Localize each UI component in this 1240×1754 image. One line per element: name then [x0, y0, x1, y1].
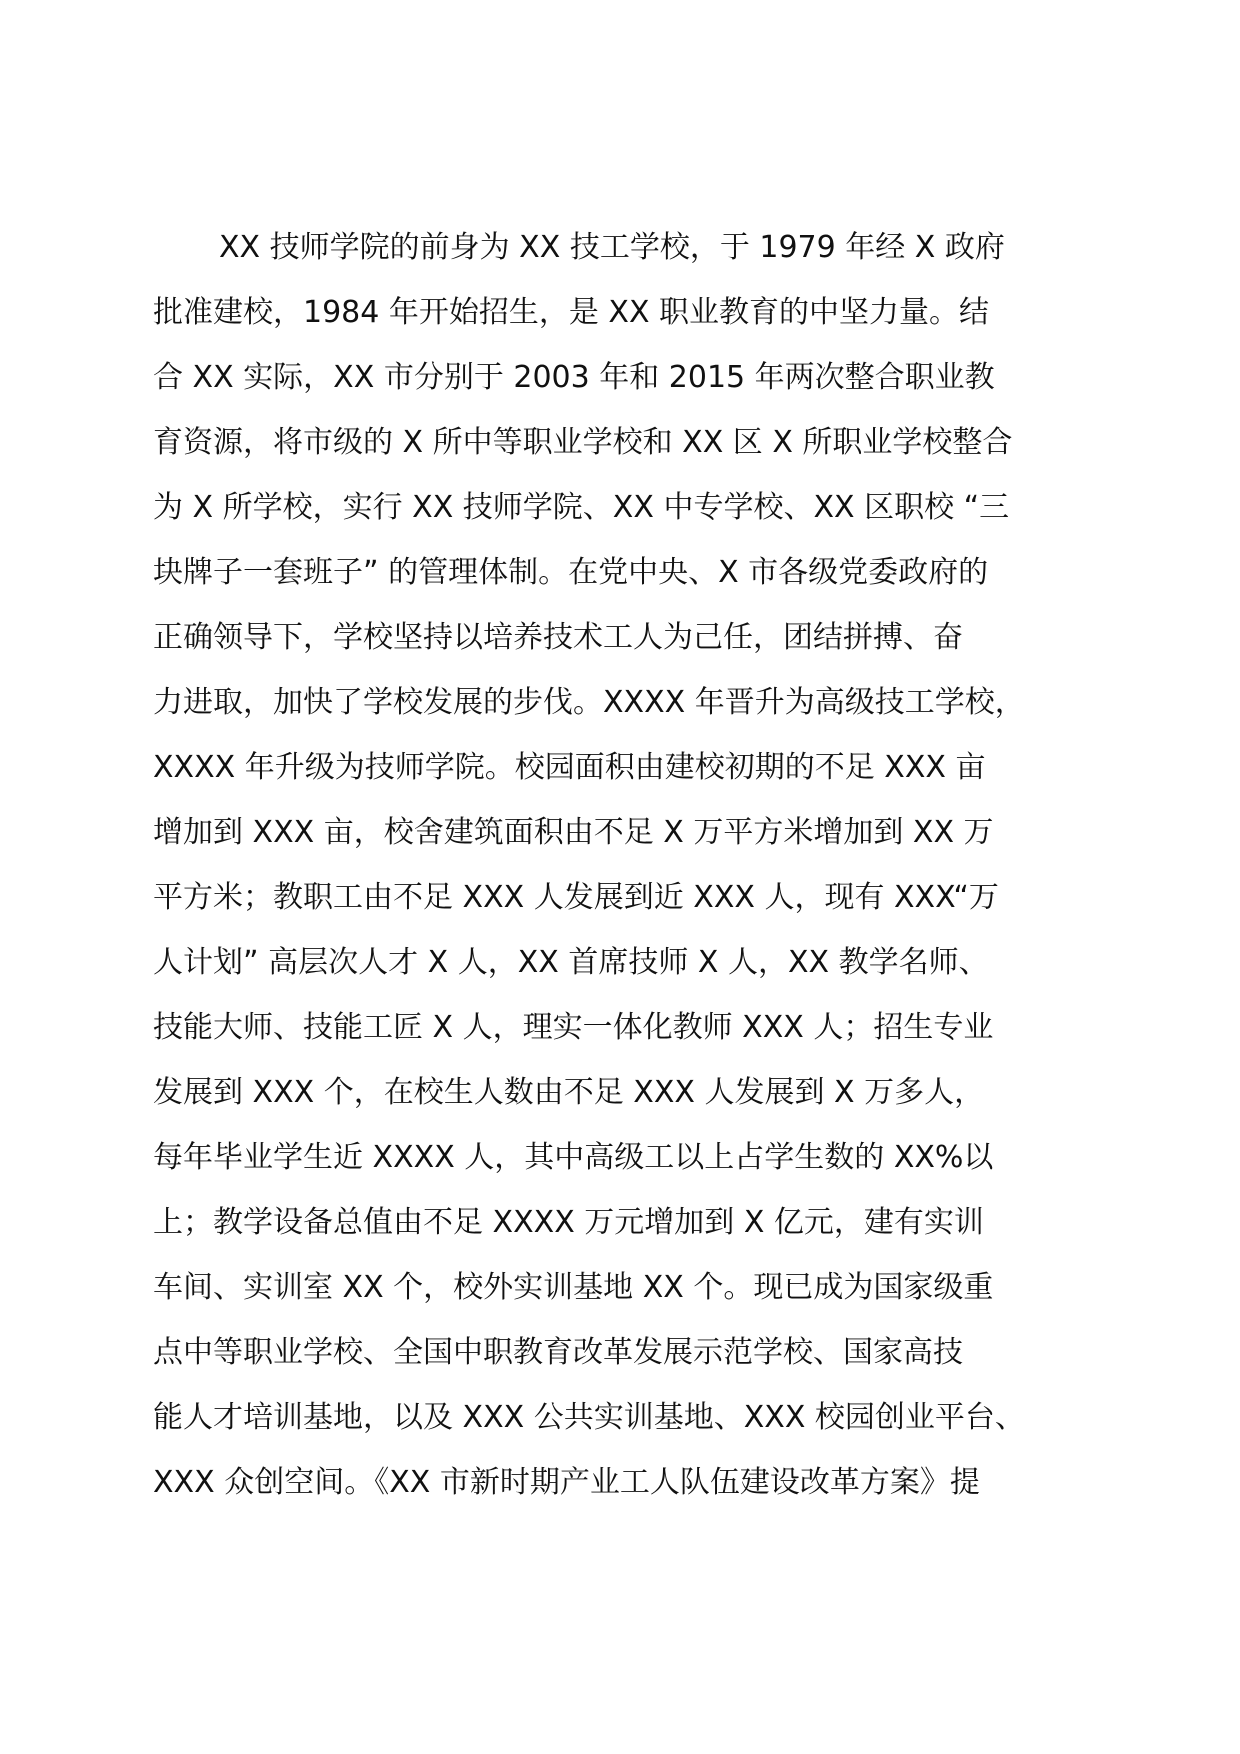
paragraph-line: 批准建校，1984 年开始招生，是 XX 职业教育的中坚力量。结	[153, 295, 990, 330]
paragraph-line: XXXX 年升级为技师学院。校园面积由建校初期的不足 XXX 亩	[153, 750, 986, 785]
paragraph-line: 技能大师、技能工匠 X 人，理实一体化教师 XXX 人；招生专业	[153, 1010, 994, 1045]
paragraph-line: 上；教学设备总值由不足 XXXX 万元增加到 X 亿元，建有实训	[153, 1205, 984, 1240]
paragraph-line: XX 技师学院的前身为 XX 技工学校，于 1979 年经 X 政府	[219, 230, 1005, 265]
paragraph-line: 点中等职业学校、全国中职教育改革发展示范学校、国家高技	[153, 1335, 963, 1370]
paragraph-line: 为 X 所学校，实行 XX 技师学院、XX 中专学校、XX 区职校 “三	[153, 490, 1010, 525]
body-paragraph	[153, 215, 1113, 1515]
paragraph-line: 正确领导下，学校坚持以培养技术工人为己任，团结拼搏、奋	[153, 620, 963, 655]
paragraph-line: 发展到 XXX 个，在校生人数由不足 XXX 人发展到 X 万多人，	[153, 1075, 985, 1110]
paragraph-line: 块牌子一套班子” 的管理体制。在党中央、X 市各级党委政府的	[153, 555, 989, 590]
paragraph-line: 每年毕业学生近 XXXX 人，其中高级工以上占学生数的 XX%以	[153, 1140, 994, 1175]
paragraph-line: 平方米；教职工由不足 XXX 人发展到近 XXX 人，现有 XXX“万	[153, 880, 999, 915]
paragraph-line: 人计划” 高层次人才 X 人，XX 首席技师 X 人，XX 教学名师、	[153, 945, 989, 980]
paragraph-line: XXX 众创空间。《XX 市新时期产业工人队伍建设改革方案》提	[153, 1465, 980, 1500]
paragraph-line: 车间、实训室 XX 个，校外实训基地 XX 个。现已成为国家级重	[153, 1270, 994, 1305]
paragraph-line: 增加到 XXX 亩，校舍建筑面积由不足 X 万平方米增加到 XX 万	[153, 815, 994, 850]
paragraph-line: 力进取，加快了学校发展的步伐。XXXX 年晋升为高级技工学校，	[153, 685, 1025, 720]
paragraph-line: 育资源，将市级的 X 所中等职业学校和 XX 区 X 所职业学校整合	[153, 425, 1013, 460]
paragraph-line: 能人才培训基地，以及 XXX 公共实训基地、XXX 校园创业平台、	[153, 1400, 1025, 1435]
paragraph-line: 合 XX 实际，XX 市分别于 2003 年和 2015 年两次整合职业教	[153, 360, 995, 395]
